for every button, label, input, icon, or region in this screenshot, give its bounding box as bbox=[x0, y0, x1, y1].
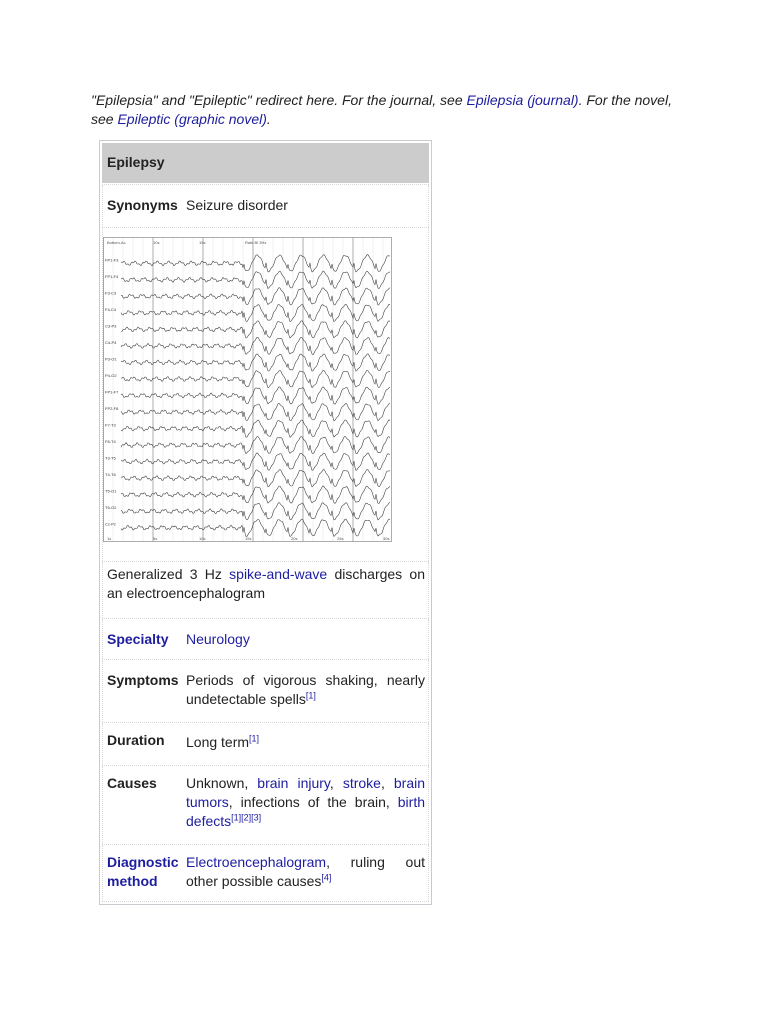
spike-and-wave-link[interactable]: spike-and-wave bbox=[229, 566, 328, 582]
eeg-bottom-label: 30s bbox=[383, 536, 390, 541]
synonyms-label: Synonyms bbox=[107, 197, 178, 213]
duration-text: Long term bbox=[186, 734, 250, 750]
causes-separator: , bbox=[329, 775, 343, 791]
brain-tumors-link[interactable]: brain tumors bbox=[186, 775, 426, 810]
caption-text: Generalized 3 Hz bbox=[107, 566, 230, 582]
eeg-bottom-label: 15s bbox=[245, 536, 252, 541]
symptoms-text: Periods of vigorous shaking, nearly undetectable spells bbox=[186, 672, 425, 707]
hatnote-text: "Epilepsia" and "Epileptic" redirect here. For the journal, see bbox=[91, 92, 467, 108]
causes-references[interactable]: [1][2][3] bbox=[231, 812, 262, 823]
infobox-title: Epilepsy bbox=[107, 154, 165, 170]
eeg-channel-label: T6-O2 bbox=[105, 505, 117, 511]
diagnostic-value bbox=[186, 853, 425, 891]
symptoms-row bbox=[102, 659, 429, 723]
symptoms-reference[interactable]: [1] bbox=[305, 690, 316, 701]
infobox-title-row bbox=[102, 143, 429, 183]
eeg-top-label: Rate Bl 3Hz bbox=[245, 240, 267, 245]
epileptic-novel-link[interactable]: Epileptic (graphic novel) bbox=[117, 111, 267, 127]
hatnote-text-end: . bbox=[266, 111, 271, 127]
image-caption bbox=[107, 565, 425, 603]
eeg-bottom-label: 10s bbox=[199, 536, 206, 541]
causes-text-infections: , infections of the brain, bbox=[228, 794, 398, 810]
neurology-link[interactable]: Neurology bbox=[186, 631, 250, 647]
symptoms-value bbox=[186, 671, 425, 709]
synonyms-value: Seizure disorder bbox=[186, 197, 288, 213]
eeg-channel-label: FP1-F4 bbox=[105, 273, 119, 279]
eeg-background bbox=[103, 237, 392, 542]
eeg-channel-label: C3-P3 bbox=[105, 323, 117, 329]
eeg-channel-label: FP1-F7 bbox=[105, 389, 119, 395]
eeg-bottom-label: 5s bbox=[153, 536, 158, 541]
eeg-channel-label: T5-O1 bbox=[105, 488, 117, 494]
eeg-image[interactable] bbox=[103, 237, 392, 542]
causes-text: Unknown, bbox=[186, 775, 258, 791]
causes-label: Causes bbox=[107, 775, 157, 791]
eeg-channel-label: T4-T6 bbox=[105, 472, 116, 478]
eeg-channel-label: P4-O2 bbox=[105, 372, 117, 378]
stroke-link[interactable]: stroke bbox=[342, 775, 381, 791]
diagnostic-row bbox=[102, 844, 429, 902]
eeg-channel-label: C4-P4 bbox=[105, 339, 117, 345]
electroencephalogram-link[interactable]: Electroencephalogram bbox=[186, 854, 327, 870]
eeg-channel-label: F3-C3 bbox=[105, 290, 117, 296]
eeg-channel-label: T3-T5 bbox=[105, 455, 116, 461]
specialty-label[interactable]: Specialty bbox=[107, 631, 169, 647]
diagnostic-text: , ruling out other possible causes bbox=[186, 854, 425, 889]
specialty-row bbox=[102, 618, 429, 660]
eeg-channel-label: Cz-Pz bbox=[105, 521, 116, 527]
caption-text-end: discharges on an electroencephalogram bbox=[107, 566, 425, 601]
eeg-bottom-label: 1s bbox=[107, 536, 112, 541]
eeg-channel-label: P3-O1 bbox=[105, 356, 117, 362]
eeg-channel-label: F8-T4 bbox=[105, 439, 116, 445]
synonyms-row bbox=[102, 184, 429, 228]
eeg-channel-label: F7-T3 bbox=[105, 422, 116, 428]
hatnote-text-middle: . For the novel, see bbox=[91, 92, 672, 127]
eeg-bottom-label: 20s bbox=[291, 536, 298, 541]
eeg-channel-label: FP2-F8 bbox=[105, 406, 119, 412]
causes-value bbox=[186, 774, 425, 831]
eeg-channel-label: FP1-F3 bbox=[105, 257, 119, 263]
duration-reference[interactable]: [1] bbox=[249, 733, 260, 744]
eeg-top-label: Bottom-Ac bbox=[107, 240, 126, 245]
epilepsia-journal-link[interactable]: Epilepsia (journal) bbox=[466, 92, 579, 108]
diagnostic-label[interactable]: Diagnostic method bbox=[107, 854, 179, 889]
diagnostic-reference[interactable]: [4] bbox=[321, 872, 332, 883]
eeg-channel-label: F4-C4 bbox=[105, 306, 117, 312]
symptoms-label: Symptoms bbox=[107, 672, 179, 688]
infobox bbox=[99, 140, 432, 905]
duration-row bbox=[102, 722, 429, 766]
eeg-top-label: 10s bbox=[153, 240, 160, 245]
brain-injury-link[interactable]: brain injury bbox=[257, 775, 330, 791]
causes-row bbox=[102, 765, 429, 845]
causes-separator: , bbox=[380, 775, 394, 791]
birth-defects-link[interactable]: birth defects bbox=[186, 794, 425, 829]
eeg-bottom-label: 25s bbox=[337, 536, 344, 541]
duration-label: Duration bbox=[107, 732, 165, 748]
duration-value bbox=[186, 733, 425, 752]
eeg-top-label: 15s bbox=[199, 240, 206, 245]
caption-row bbox=[102, 561, 429, 619]
hatnote bbox=[91, 91, 691, 129]
